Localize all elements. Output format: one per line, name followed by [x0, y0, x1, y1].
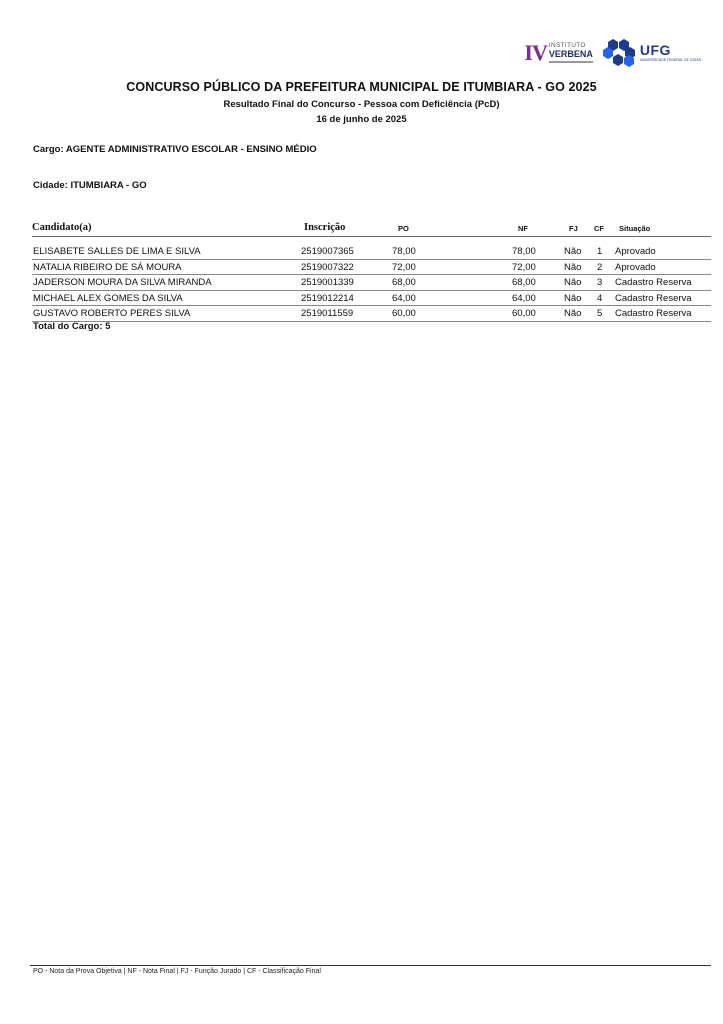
cell-inscricao: 2519007322 — [301, 261, 354, 273]
cell-cf: 4 — [597, 292, 603, 304]
cell-nome: ELISABETE SALLES DE LIMA E SILVA — [33, 246, 201, 257]
cell-fj: Não — [564, 277, 582, 288]
results-table-body — [32, 244, 711, 322]
cargo-label: Cargo: AGENTE ADMINISTRATIVO ESCOLAR - ENSINO MÉDIO — [33, 144, 317, 155]
col-situacao: Situação — [619, 224, 651, 233]
cell-nome: JADERSON MOURA DA SILVA MIRANDA — [33, 277, 212, 288]
header-logos — [524, 38, 701, 68]
col-po: PO — [398, 224, 409, 233]
total-cargo: Total do Cargo: 5 — [33, 321, 111, 332]
cell-fj: Não — [564, 261, 582, 273]
table-header — [32, 222, 711, 237]
cell-nf: 64,00 — [512, 292, 536, 304]
table-row — [32, 306, 711, 322]
cell-fj: Não — [564, 292, 582, 304]
cell-cf: 3 — [597, 277, 603, 288]
cell-nf: 60,00 — [512, 308, 536, 319]
cell-cf: 1 — [597, 246, 603, 257]
cell-cf: 2 — [597, 261, 603, 273]
col-fj: FJ — [569, 224, 578, 233]
document-subtitle: Resultado Final do Concurso - Pessoa com Deficiência (PcD) — [223, 99, 500, 110]
col-cf: CF — [594, 224, 604, 233]
ufg-hexagon-icon — [603, 38, 637, 68]
ufg-subtitle: UNIVERSIDADE FEDERAL DE GOIÁS — [639, 58, 701, 63]
cidade-label: Cidade: ITUMBIARA - GO — [33, 180, 147, 191]
cell-nf: 78,00 — [512, 246, 536, 257]
cell-po: 78,00 — [392, 246, 416, 257]
cell-nome: NATALIA RIBEIRO DE SÁ MOURA — [33, 261, 182, 273]
cell-nf: 68,00 — [512, 277, 536, 288]
cell-situacao: Cadastro Reserva — [615, 277, 692, 288]
ufg-logo — [603, 38, 701, 68]
cell-inscricao: 2519007365 — [301, 246, 354, 257]
table-row — [32, 244, 711, 260]
col-candidato: Candidato(a) — [32, 222, 92, 233]
footer-legend: PO - Nota da Prova Objetiva | NF - Nota Final | FJ - Função Jurado | CF - Classificação Final — [33, 968, 321, 975]
col-nf: NF — [518, 224, 528, 233]
cell-fj: Não — [564, 308, 582, 319]
col-inscricao: Inscrição — [304, 222, 346, 233]
iv-mark: IV — [524, 40, 547, 65]
cell-situacao: Aprovado — [615, 261, 656, 273]
iv-logo-line2: VERBENA — [548, 48, 593, 59]
iv-logo-line1: INSTITUTO — [548, 42, 586, 50]
cell-inscricao: 2519001339 — [301, 277, 354, 288]
cell-nf: 72,00 — [512, 261, 536, 273]
ufg-name: UFG — [639, 42, 671, 59]
cell-nome: MICHAEL ALEX GOMES DA SILVA — [33, 292, 183, 304]
document-title: CONCURSO PÚBLICO DA PREFEITURA MUNICIPAL DE ITUMBIARA - GO 2025 — [126, 80, 597, 94]
document-date: 16 de junho de 2025 — [316, 114, 407, 125]
document-header — [0, 80, 723, 125]
cell-po: 60,00 — [392, 308, 416, 319]
cell-nome: GUSTAVO ROBERTO PERES SILVA — [33, 308, 191, 319]
table-row — [32, 291, 711, 307]
cell-situacao: Cadastro Reserva — [615, 308, 692, 319]
cell-situacao: Aprovado — [615, 246, 656, 257]
table-row — [32, 275, 711, 291]
iv-logo-underline — [549, 61, 593, 63]
cell-po: 64,00 — [392, 292, 416, 304]
footer-divider — [30, 965, 711, 966]
cell-fj: Não — [564, 246, 582, 257]
cell-inscricao: 2519011559 — [301, 308, 354, 319]
instituto-verbena-logo — [524, 42, 592, 64]
cell-cf: 5 — [597, 308, 603, 319]
cell-po: 72,00 — [392, 261, 416, 273]
cell-po: 68,00 — [392, 277, 416, 288]
table-row — [32, 260, 711, 276]
cell-inscricao: 2519012214 — [301, 292, 354, 304]
cell-situacao: Cadastro Reserva — [615, 292, 692, 304]
